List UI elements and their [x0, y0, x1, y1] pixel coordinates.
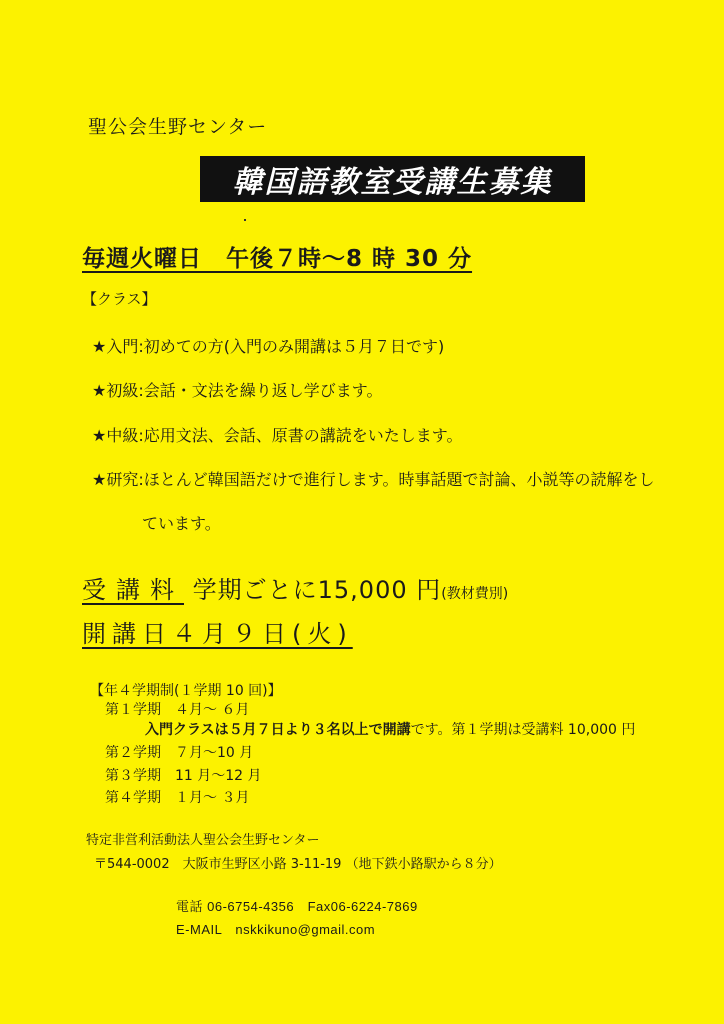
- semester-note: [145, 719, 635, 739]
- contact-email: E-MAIL nskkikuno@gmail.com: [176, 922, 376, 937]
- organization-name: 聖公会生野センター: [88, 116, 268, 138]
- course-research: ★研究:ほとんど韓国語だけで進行します。時事話題で討論、小説等の読解をし: [92, 470, 655, 489]
- fee-note: (教材費別): [441, 586, 509, 602]
- semester-note-bold: 入門クラスは５月７日より３名以上で開講: [145, 722, 411, 738]
- fee-text: 学期ごとに15,000 円: [192, 576, 442, 604]
- contact-org: 特定非営利活動法人聖公会生野センター: [86, 833, 320, 848]
- semester-1: 第１学期 ４月～ ６月: [105, 702, 250, 718]
- course-research-continuation: ています。: [142, 514, 221, 533]
- course-intro: ★入門:初めての方(入門のみ開講は５月７日です): [92, 337, 445, 356]
- page-title: [200, 156, 585, 202]
- course-intermediate: ★中級:応用文法、会話、原書の講読をいたします。: [92, 426, 463, 445]
- semester-note-rest: です。第１学期は受講料 10,000 円: [410, 722, 636, 738]
- class-heading: 【クラス】: [82, 290, 157, 308]
- fee-label: 受講料: [82, 576, 184, 604]
- course-beginner: ★初級:会話・文法を繰り返し学びます。: [92, 381, 383, 400]
- fee-row: [82, 570, 508, 605]
- semester-4: 第４学期 １月～ ３月: [105, 790, 250, 806]
- start-date: 開講日４月９日(火): [82, 620, 353, 648]
- speck-mark: [244, 219, 246, 221]
- semester-2: 第２学期 ７月～10 月: [105, 745, 254, 761]
- semester-3: 第３学期 11 月～12 月: [105, 768, 262, 784]
- semester-heading: 【年４学期制(１学期 10 回)】: [90, 683, 282, 699]
- page-title-text: 韓国語教室受講生募集: [232, 165, 553, 200]
- weekly-schedule: 毎週火曜日 午後７時～8 時 30 分: [82, 246, 473, 272]
- contact-address: 〒544-0002 大阪市生野区小路 3-11-19 （地下鉄小路駅から８分）: [94, 857, 502, 872]
- contact-phone-fax: 電話 06-6754-4356 Fax06-6224-7869: [176, 899, 418, 914]
